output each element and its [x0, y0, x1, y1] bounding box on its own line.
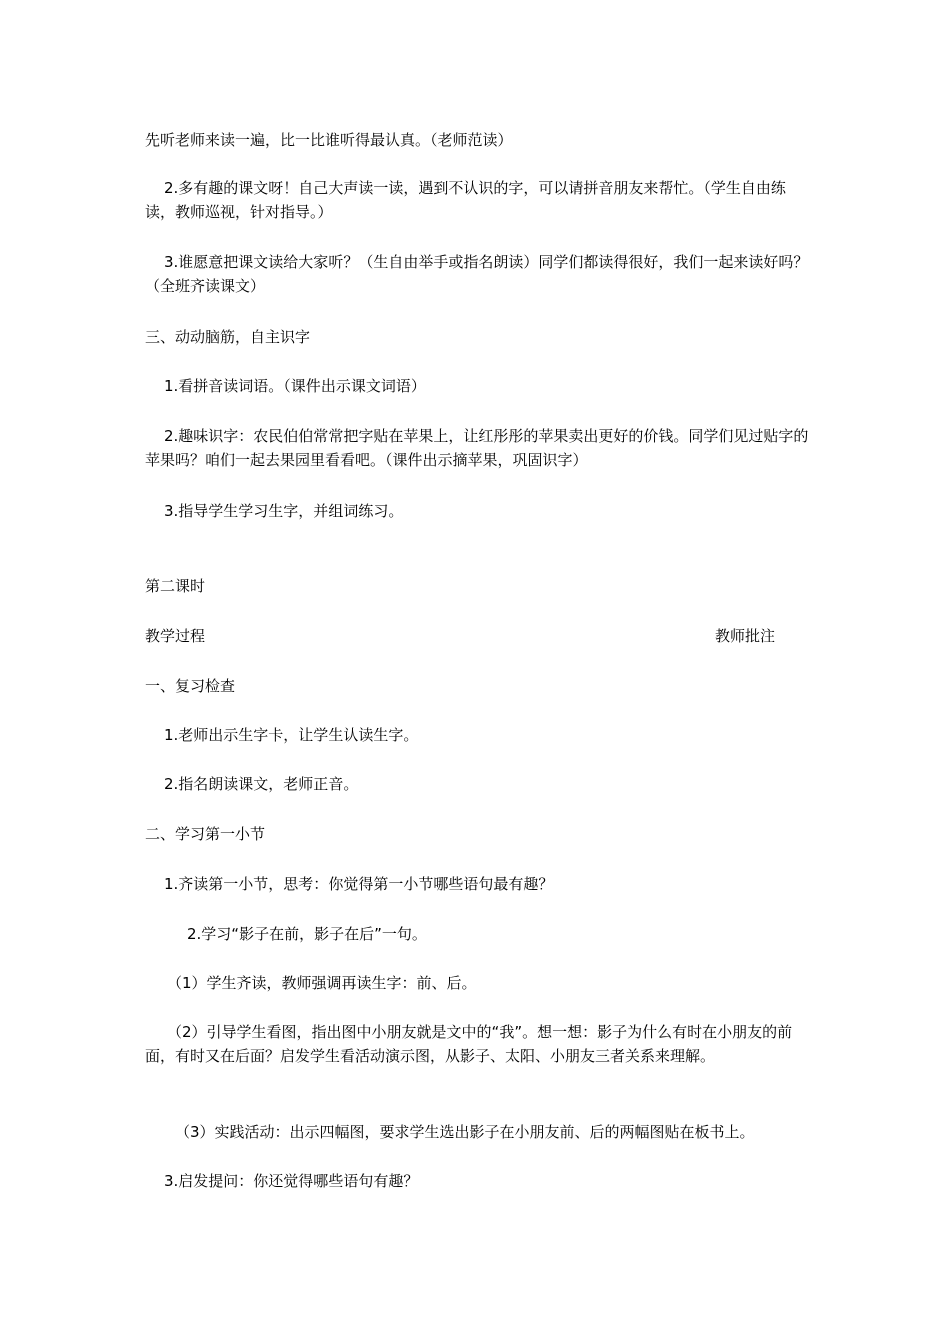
paragraph-guide-characters: 3.指导学生学习生字，并组词练习。	[164, 502, 404, 520]
paragraph-show-cards: 1.老师出示生字卡，让学生认读生字。	[164, 726, 419, 744]
paragraph-prompt-question: 3.启发提问：你还觉得哪些语句有趣？	[164, 1172, 419, 1190]
lesson-title-second: 第二课时	[145, 577, 206, 595]
teacher-note-label: 教师批注	[715, 627, 776, 645]
paragraph-step-2-self-read: 2.多有趣的课文呀！自己大声读一读，遇到不认识的字，可以请拼音朋友来帮忙。（学生自由练读，教师巡视，针对指导。）	[145, 179, 786, 221]
paragraph-teacher-reads: 先听老师来读一遍，比一比谁听得最认真。（老师范读）	[145, 131, 513, 149]
paragraph-fun-literacy: 2.趣味识字：农民伯伯常常把字贴在苹果上，让红彤彤的苹果卖出更好的价钱。同学们见过贴字的苹果吗？咱们一起去果园里看看吧。（课件出示摘苹果，巩固识字）	[145, 427, 809, 469]
paragraph-sub-3: （3）实践活动：出示四幅图，要求学生选出影子在小朋友前、后的两幅图贴在板书上。	[175, 1123, 755, 1141]
paragraph-read-correct: 2.指名朗读课文，老师正音。	[164, 775, 359, 793]
paragraph-step-3-read-aloud: 3.谁愿意把课文读给大家听？（生自由举手或指名朗读）同学们都读得很好，我们一起来读好吗？（全班齐读课文）	[145, 253, 809, 295]
teaching-process-label: 教学过程	[145, 627, 206, 645]
section-heading-first-section: 二、学习第一小节	[145, 825, 266, 843]
section-heading-literacy: 三、动动脑筋，自主识字	[145, 328, 311, 346]
paragraph-learn-sentence: 2.学习“影子在前，影子在后”一句。	[187, 925, 427, 943]
section-heading-review: 一、复习检查	[145, 677, 236, 695]
paragraph-read-first-section: 1.齐读第一小节，思考：你觉得第一小节哪些语句最有趣？	[164, 875, 554, 893]
paragraph-sub-1: （1）学生齐读，教师强调再读生字：前、后。	[167, 974, 477, 992]
paragraph-sub-2: （2）引导学生看图，指出图中小朋友就是文中的“我”。想一想：影子为什么有时在小朋友的前面，有时又在后面？启发学生看活动演示图，从影子、太阳、小朋友三者关系来理解。	[145, 1023, 793, 1065]
paragraph-pinyin-words: 1.看拼音读词语。（课件出示课文词语）	[164, 377, 426, 395]
